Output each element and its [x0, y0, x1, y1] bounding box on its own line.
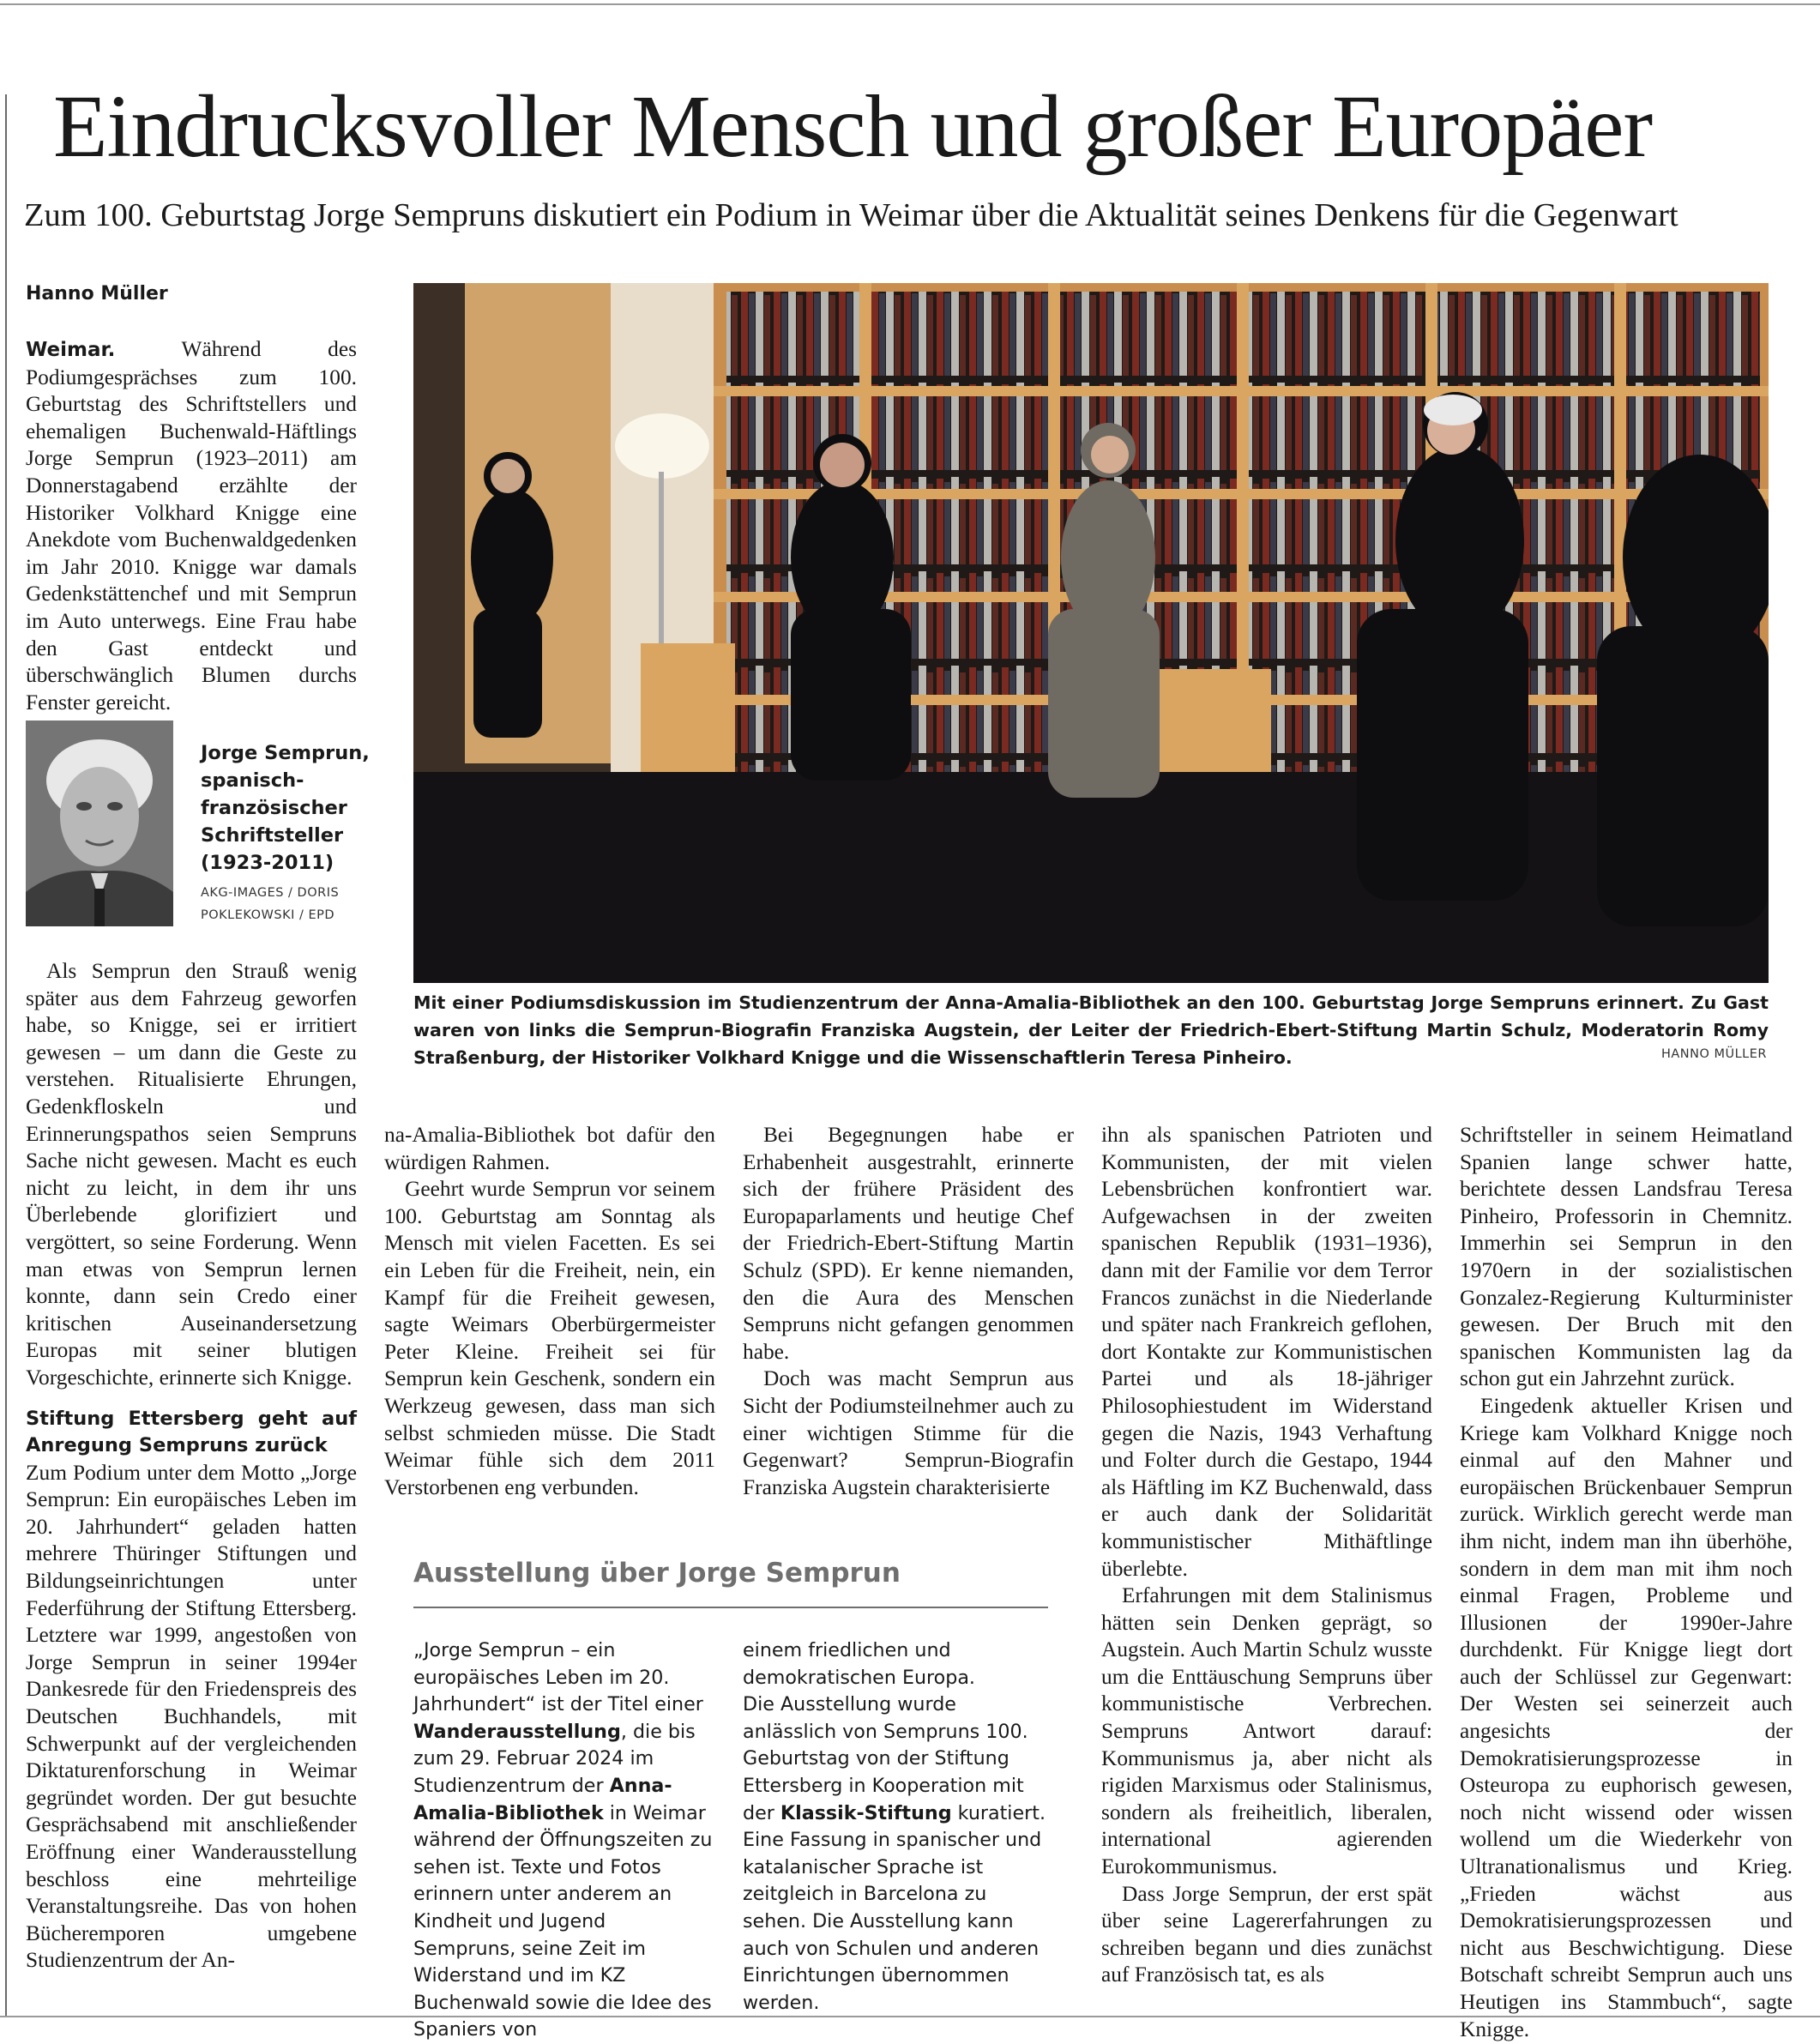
box-text: kuratiert. Eine Fassung in spanischer und katalanischer Sprache ist zeitgleich in Barcelona zu sehen. Die Ausstellung kann auch von Schulen und anderen Einrichtungen übernommen werden. [743, 1801, 1046, 2014]
exhibition-box-rule [413, 1607, 1048, 1608]
intro-paragraph [26, 336, 357, 716]
column-1 [26, 958, 357, 1975]
paragraph: Schriftsteller in seinem Heimatland Spanien lange schwer hatte, berichtete dessen Landsfrau Teresa Pinheiro, Professorin in Chemnitz. Immerhin sei Semprun in den 1970ern in der sozialistischen Gonzalez-Regierung Kulturminister gewesen. Der Bruch mit den spanischen Kommunisten lag da schon gut ein Jahrzehnt zurück. [1460, 1123, 1793, 1391]
paragraph: ihn als spanischen Patrioten und Kommunisten, der mit vielen Lebensbrüchen konfrontiert war. Aufgewachsen in der zweiten spanischen Republik (1931–1936), dann mit der Familie vor dem Terror Francos zunächst in die Niederlande und später nach Frankreich geflohen, dort Kontakte zur Kommunistischen Partei und als 18-jähriger Philosophiestudent im Widerstand gegen die Nazis, 1943 Verhaftung und Folter durch die Gestapo, 1944 als Häftling im KZ Buchenwald, dass er auch dank der Solidarität kommunistischer Mithäftlinge überlebte. [1101, 1123, 1432, 1581]
paragraph: Dass Jorge Semprun, der erst spät über seine Lagererfahrungen zu schreiben begann und dies zunächst auf Französisch tat, es als [1101, 1881, 1432, 1987]
column-5 [1460, 1122, 1793, 2043]
box-text: „Jorge Semprun – ein europäisches Leben im 20. Jahrhundert“ ist der Titel einer [413, 1639, 703, 1716]
headline: Eindrucksvoller Mensch und großer Europäer [53, 77, 1653, 176]
exhibition-box-title: Ausstellung über Jorge Semprun [413, 1558, 901, 1589]
dateline: Weimar. [26, 339, 116, 361]
paragraph: Zum Podium unter dem Motto „Jorge Semprun: Ein europäisches Leben im 20. Jahrhundert“ geladen hatten mehrere Thüringer Stiftungen und Bildungseinrichtungen unter Federführung der Stiftung Ettersberg. Letztere war 1999, angestoßen von Jorge Semprun in seiner 1994er Dankesrede für den Friedenspreis des Deutschen Buchhandels, mit Schwerpunkt auf der vergleichenden Diktaturenforschung in Weimar gegründet worden. Der gut besuchte Gesprächsabend mit anschließender Eröffnung einer Wanderausstellung beschloss eine mehrteilige Veranstaltungsreihe. Das von hohen Bücheremporen umgebene Studienzentrum der An- [26, 1460, 357, 1973]
box-bold: Klassik-Stiftung [780, 1801, 952, 1824]
section-subhead: Stiftung Ettersberg geht auf Anregung Sempruns zurück [26, 1407, 357, 1457]
panel-discussion-photo [413, 283, 1769, 983]
portrait-caption: Jorge Semprun, spanisch-französischer Schriftsteller (1923-2011) [201, 742, 370, 874]
column-4 [1101, 1122, 1432, 1989]
paragraph: Bei Begegnungen habe er Erhabenheit ausgestrahlt, erinnerte sich der frühere Präsident des Europaparlaments und heutige Chef der Friedrich-Ebert-Stiftung Martin Schulz (SPD). Er kenne niemanden, den die Aura des Menschen Sempruns nicht gefangen genommen habe. [743, 1123, 1074, 1364]
paragraph: Erfahrungen mit dem Stalinismus hätten sein Denken geprägt, so Augstein. Auch Martin Schulz wusste um die Enttäuschung Sempruns über kommunistische Verbrechen. Sempruns Antwort darauf: Kommunismus ja, aber nicht als rigiden Marxismus oder Stalinismus, sondern als freiheitlich, liberalen, international agierenden Eurokommunismus. [1101, 1583, 1432, 1879]
subheadline: Zum 100. Geburtstag Jorge Sempruns diskutiert ein Podium in Weimar über die Aktualität seines Denkens für die Gegenwart [24, 197, 1678, 233]
author-byline: Hanno Müller [26, 283, 168, 304]
column-3 [743, 1122, 1074, 1501]
portrait-credit: AKG-IMAGES / DORIS POKLEKOWSKI / EPD [201, 886, 340, 922]
box-bold: Wanderausstellung [413, 1720, 621, 1743]
paragraph: Doch was macht Semprun aus Sicht der Podiumsteilnehmer auch zu einer wichtigen Stimme für die Gegenwart? Semprun-Biografin Franziska Augstein charakterisierte [743, 1366, 1074, 1499]
top-rule [0, 3, 1820, 5]
paragraph: Geehrt wurde Semprun vor seinem 100. Geburtstag am Sonntag als Mensch mit vielen Facetten. Es sei ein Leben für die Freiheit, nein, ein Kampf für die Freiheit gewesen, sagte Weimars Oberbürgermeister Peter Kleine. Freiheit sei für Semprun kein Geschenk, sondern ein Werkzeug gewesen, dass man sich selbst schmieden müsse. Die Stadt Weimar fühle sich dem 2011 Verstorbenen eng verbunden. [384, 1177, 715, 1499]
box-text: , die bis zum 29. Februar 2024 im Studienzentrum der [413, 1720, 696, 1797]
box-text: Die Ausstellung wurde anlässlich von Sempruns 100. Geburtstag von der Stiftung Ettersberg in Kooperation mit der [743, 1693, 1028, 1824]
exhibition-box-right [743, 1637, 1048, 2017]
photo-caption: Mit einer Podiumsdiskussion im Studienzentrum der Anna-Amalia-Bibliothek an den 100. Geburtstag Jorge Sempruns erinnert. Zu Gast waren von links die Semprun-Biografin Franziska Augstein, der Leiter der Friedrich-Ebert-Stiftung Martin Schulz, Moderatorin Romy Straßenburg, der Historiker Volkhard Knigge und die Wissenschaftlerin Teresa Pinheiro. [413, 992, 1769, 1068]
paragraph: Eingedenk aktueller Krisen und Kriege kam Volkhard Knigge noch einmal auf den Mahner und europäischen Brückenbauer Semprun zurück. Wirklich gerecht werde man ihm nicht, indem man ihn überhöhe, sondern in dem man mit ihm noch einmal Fragen, Probleme und Illusionen der 1990er-Jahre durchdenkt. Für Knigge liegt dort auch der Schlüssel zur Gegenwart: Der Westen sei seinerzeit auch angesichts der Demokratisierungsprozesse in Osteuropa zu euphorisch gewesen, noch nicht wissend oder wissen wollend um die Wiederkehr von Ultranationalismus und Krieg. „Frieden wächst aus Demokratisierungsprozessen und nicht aus Beschwichtigung. Diese Botschaft schreibt Semprun auch uns Heutigen ins Stammbuch“, sagte Knigge. [1460, 1393, 1793, 2041]
portrait-photo [26, 721, 173, 926]
photo-credit: HANNO MÜLLER [1660, 1047, 1767, 1061]
column-2 [384, 1122, 715, 1501]
paragraph: Als Semprun den Strauß wenig später aus dem Fahrzeug geworfen habe, so Knigge, sei er irritiert gewesen – um dann die Geste zu verstehen. Ritualisierte Ehrungen, Gedenkfloskeln und Erinnerungspathos seien Sempruns Sache nicht gewesen. Macht es euch nicht zu leicht, in dem ihr uns Überlebende glorifiziert und vergöttert, so seine Forderung. Wenn man etwas von Semprun lernen konnte, dann sein Credo einer kritischen Auseinandersetzung Europas mit seiner blutigen Vorgeschichte, erinnerte sich Knigge. [26, 959, 357, 1390]
box-bold: Anna-Amalia-Bibliothek [413, 1774, 672, 1824]
box-text: in Weimar während der Öffnungszeiten zu sehen ist. Texte und Fotos erinnern unter anderem an Kindheit und Jugend Sempruns, seine Zeit im Widerstand und im KZ Buchenwald sowie die Idee des Spaniers von [413, 1801, 713, 2041]
left-rule [5, 94, 7, 2016]
exhibition-box-left [413, 1637, 714, 2044]
paragraph: na-Amalia-Bibliothek bot dafür den würdigen Rahmen. [384, 1123, 715, 1174]
box-text: einem friedlichen und demokratischen Europa. [743, 1639, 975, 1689]
intro-text: Während des Podiumgesprächses zum 100. Geburtstag des Schriftstellers und ehemaligen Buchenwald-Häftlings Jorge Semprun (1923–2011) am Donnerstagabend erzählte der Historiker Volkhard Knigge eine Anekdote vom Buchenwaldgedenken im Jahr 2010. Knigge war damals Gedenkstättenchef und mit Semprun im Auto unterwegs. Eine Frau habe den Gast entdeckt und überschwänglich Blumen durchs Fenster gereicht. [26, 337, 357, 714]
